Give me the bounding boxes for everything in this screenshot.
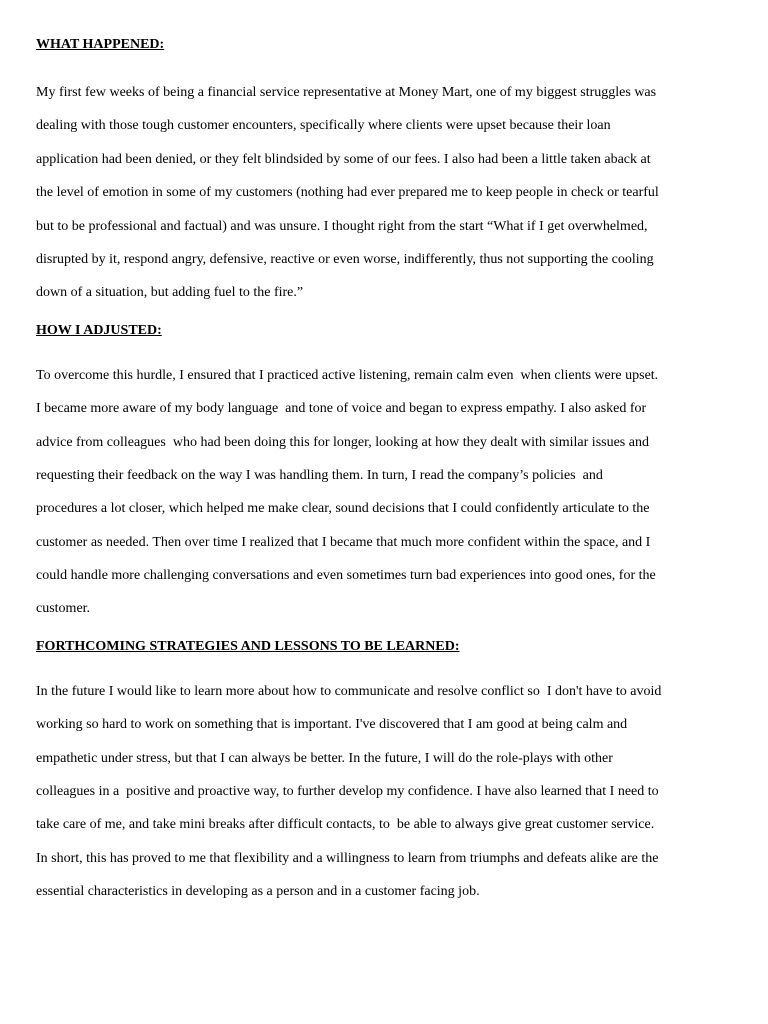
text-line: I became more aware of my body language and tone of voice and began to express empathy. I also asked for	[36, 401, 647, 417]
document-page	[36, 31, 736, 909]
text-line: In short, this has proved to me that flexibility and a willingness to learn from triumphs and defeats alike are the	[36, 850, 659, 866]
text-line: could handle more challenging conversations and even sometimes turn bad experiences into good ones, for the	[36, 568, 656, 584]
text-line: essential characteristics in developing as a person and in a customer facing job.	[36, 884, 480, 900]
text-line: customer as needed. Then over time I realized that I became that much more confident within the space, and I	[36, 534, 651, 550]
text-line: working so hard to work on something that is important. I've discovered that I am good at being calm and	[36, 717, 628, 733]
text-line: requesting their feedback on the way I was handling them. In turn, I read the company’s policies and	[36, 467, 603, 483]
text-line: take care of me, and take mini breaks after difficult contacts, to be able to always give great customer service.	[36, 817, 655, 833]
text-line: My first few weeks of being a financial service representative at Money Mart, one of my biggest struggles was	[36, 85, 657, 100]
text-line: down of a situation, but adding fuel to the fire.”	[36, 285, 304, 301]
what-happened-paragraph	[36, 76, 736, 310]
section-heading-what-happened: WHAT HAPPENED:	[36, 37, 165, 52]
text-line: colleagues in a positive and proactive way, to further develop my confidence. I have also learned that I need to	[36, 784, 659, 800]
text-line: In the future I would like to learn more about how to communicate and resolve conflict so I don't have to avoid	[36, 683, 662, 699]
text-line: disrupted by it, respond angry, defensive, reactive or even worse, indifferently, thus not supporting the cooling	[36, 251, 654, 267]
how-i-adjusted-paragraph	[36, 359, 736, 626]
section-heading-how-i-adjusted: HOW I ADJUSTED:	[36, 322, 162, 338]
forthcoming-strategies-paragraph	[36, 675, 736, 909]
section-heading-forthcoming-strategies: FORTHCOMING STRATEGIES AND LESSONS TO BE LEARNED:	[36, 638, 460, 654]
text-line: but to be professional and factual) and was unsure. I thought right from the start “What if I get overwhelmed,	[36, 218, 648, 234]
text-line: the level of emotion in some of my customers (nothing had ever prepared me to keep people in check or tearful	[36, 185, 659, 201]
text-line: empathetic under stress, but that I can always be better. In the future, I will do the role-plays with other	[36, 750, 613, 766]
text-line: customer.	[36, 601, 91, 617]
text-line: advice from colleagues who had been doing this for longer, looking at how they dealt with similar issues and	[36, 434, 649, 450]
text-line: application had been denied, or they felt blindsided by some of our fees. I also had been a little taken aback at	[36, 151, 651, 167]
text-line: procedures a lot closer, which helped me make clear, sound decisions that I could confidently articulate to the	[36, 501, 650, 517]
text-line: dealing with those tough customer encounters, specifically where clients were upset because their loan	[36, 118, 611, 134]
text-line: To overcome this hurdle, I ensured that I practiced active listening, remain calm even when clients were upset.	[36, 367, 659, 383]
